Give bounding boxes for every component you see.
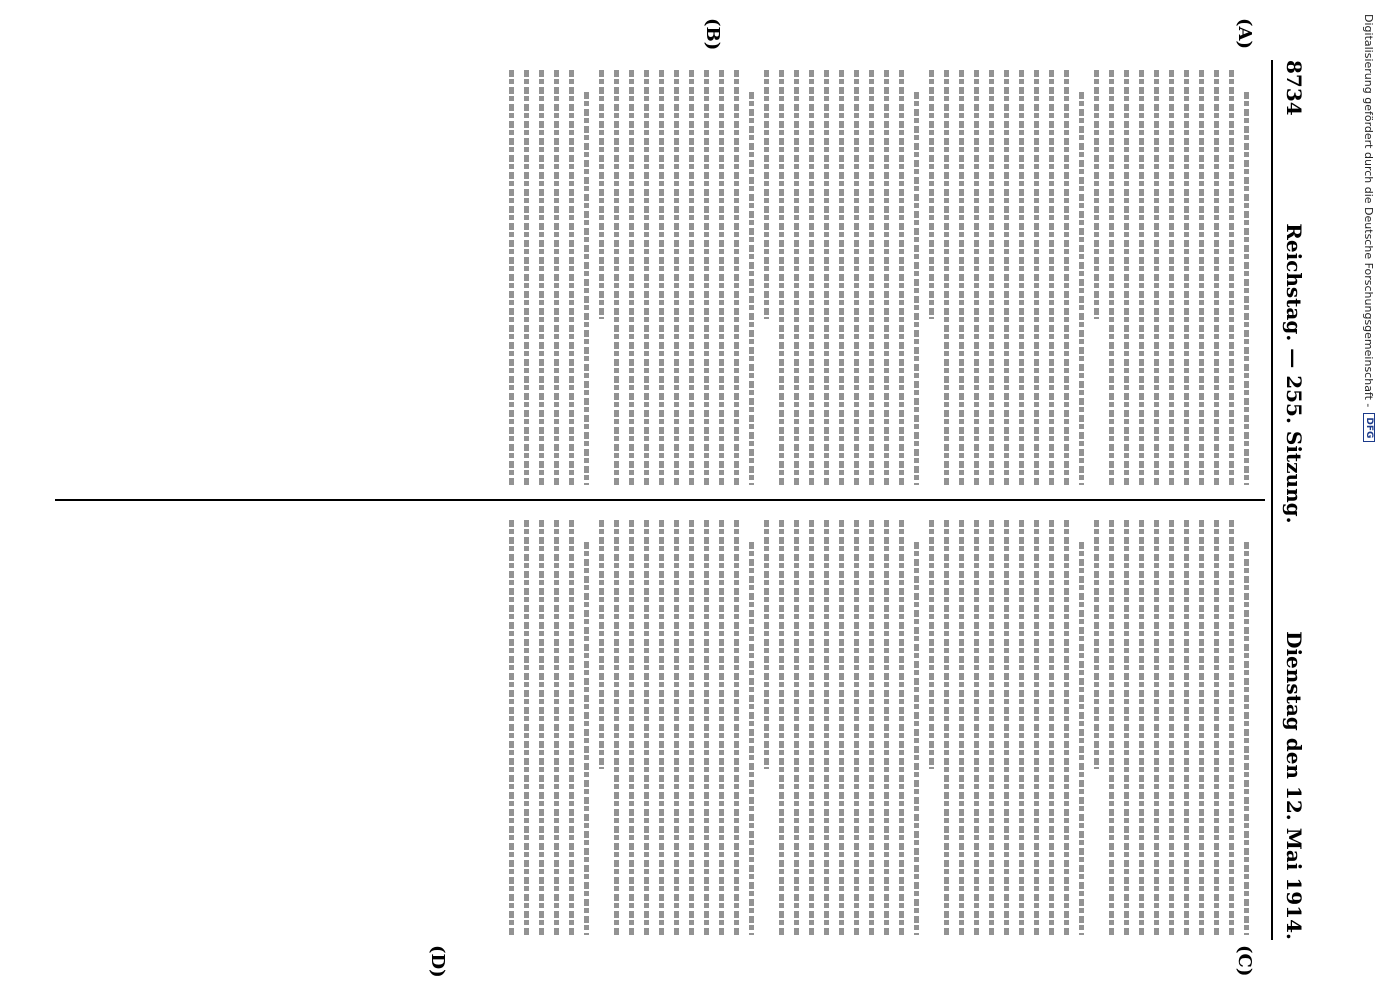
- text-line-placeholder: [1199, 520, 1204, 935]
- text-line-placeholder: [659, 520, 664, 935]
- text-line-placeholder: [929, 520, 934, 769]
- text-line-placeholder: [704, 520, 709, 935]
- margin-letter-d: (D): [427, 945, 448, 978]
- text-line-placeholder: [584, 92, 589, 485]
- text-line-placeholder: [1199, 70, 1204, 485]
- text-line-placeholder: [1034, 70, 1039, 485]
- text-line-placeholder: [599, 70, 604, 319]
- text-line-placeholder: [779, 520, 784, 935]
- text-line-placeholder: [884, 520, 889, 935]
- text-line-placeholder: [749, 542, 754, 935]
- text-line-placeholder: [854, 70, 859, 485]
- text-line-placeholder: [929, 70, 934, 319]
- text-line-placeholder: [689, 520, 694, 935]
- text-line-placeholder: [1109, 70, 1114, 485]
- text-line-placeholder: [569, 520, 574, 935]
- text-line-placeholder: [1184, 520, 1189, 935]
- text-line-placeholder: [824, 70, 829, 485]
- text-line-placeholder: [1169, 520, 1174, 935]
- margin-letter-b: (B): [702, 18, 723, 51]
- text-line-placeholder: [1034, 520, 1039, 935]
- text-line-placeholder: [1214, 520, 1219, 935]
- text-line-placeholder: [1229, 520, 1234, 935]
- text-line-placeholder: [1154, 520, 1159, 935]
- text-line-placeholder: [704, 70, 709, 485]
- text-line-placeholder: [899, 520, 904, 935]
- text-line-placeholder: [899, 70, 904, 485]
- running-title: Reichstag. — 255. Sitzung.: [1282, 223, 1306, 524]
- text-line-placeholder: [1019, 70, 1024, 485]
- margin-letter-c: (C): [1234, 945, 1255, 977]
- text-line-placeholder: [839, 70, 844, 485]
- text-line-placeholder: [659, 70, 664, 485]
- text-line-placeholder: [1214, 70, 1219, 485]
- text-line-placeholder: [1124, 520, 1129, 935]
- text-line-placeholder: [1124, 70, 1129, 485]
- text-line-placeholder: [1049, 70, 1054, 485]
- text-line-placeholder: [629, 520, 634, 935]
- text-line-placeholder: [884, 70, 889, 485]
- text-line-placeholder: [734, 70, 739, 485]
- credit-text: Digitalisierung gefördert durch die Deutsche Forschungsgemeinschaft -: [1362, 14, 1376, 408]
- text-line-placeholder: [1049, 520, 1054, 935]
- text-line-placeholder: [794, 520, 799, 935]
- text-line-placeholder: [794, 70, 799, 485]
- page-header: [1277, 60, 1311, 940]
- text-line-placeholder: [1019, 520, 1024, 935]
- text-line-placeholder: [1094, 520, 1099, 769]
- text-line-placeholder: [989, 520, 994, 935]
- text-line-placeholder: [944, 70, 949, 485]
- text-line-placeholder: [839, 520, 844, 935]
- text-line-placeholder: [1079, 92, 1084, 485]
- text-line-placeholder: [539, 520, 544, 935]
- text-line-placeholder: [974, 70, 979, 485]
- text-line-placeholder: [584, 542, 589, 935]
- digitization-credit: [1360, 14, 1378, 989]
- text-line-placeholder: [869, 70, 874, 485]
- text-line-placeholder: [779, 70, 784, 485]
- text-line-placeholder: [689, 70, 694, 485]
- text-line-placeholder: [509, 520, 514, 935]
- text-column-left: [63, 70, 1258, 485]
- text-line-placeholder: [614, 70, 619, 485]
- text-line-placeholder: [1079, 542, 1084, 935]
- text-line-placeholder: [629, 70, 634, 485]
- text-line-placeholder: [554, 520, 559, 935]
- text-line-placeholder: [1139, 520, 1144, 935]
- column-divider: [55, 499, 1265, 501]
- text-line-placeholder: [524, 70, 529, 485]
- text-line-placeholder: [989, 70, 994, 485]
- header-rule: [1271, 60, 1273, 940]
- text-line-placeholder: [1094, 70, 1099, 319]
- text-line-placeholder: [854, 520, 859, 935]
- text-line-placeholder: [1064, 520, 1069, 935]
- text-line-placeholder: [554, 70, 559, 485]
- text-line-placeholder: [764, 520, 769, 769]
- text-line-placeholder: [644, 520, 649, 935]
- text-line-placeholder: [524, 520, 529, 935]
- text-line-placeholder: [509, 70, 514, 485]
- text-line-placeholder: [824, 520, 829, 935]
- text-line-placeholder: [1154, 70, 1159, 485]
- dfg-logo-icon: DFG: [1363, 413, 1375, 442]
- text-line-placeholder: [1244, 92, 1249, 485]
- text-line-placeholder: [734, 520, 739, 935]
- text-line-placeholder: [944, 520, 949, 935]
- text-line-placeholder: [1184, 70, 1189, 485]
- text-line-placeholder: [1244, 542, 1249, 935]
- text-line-placeholder: [674, 70, 679, 485]
- text-line-placeholder: [1139, 70, 1144, 485]
- text-line-placeholder: [599, 520, 604, 769]
- text-line-placeholder: [569, 70, 574, 485]
- text-line-placeholder: [809, 520, 814, 935]
- date-line: Dienstag den 12. Mai 1914.: [1282, 631, 1306, 940]
- text-line-placeholder: [719, 520, 724, 935]
- text-line-placeholder: [959, 520, 964, 935]
- text-line-placeholder: [1229, 70, 1234, 485]
- text-line-placeholder: [1064, 70, 1069, 485]
- text-line-placeholder: [1004, 70, 1009, 485]
- text-line-placeholder: [719, 70, 724, 485]
- text-line-placeholder: [674, 520, 679, 935]
- text-line-placeholder: [959, 70, 964, 485]
- text-line-placeholder: [539, 70, 544, 485]
- text-line-placeholder: [644, 70, 649, 485]
- text-line-placeholder: [614, 520, 619, 935]
- text-line-placeholder: [914, 92, 919, 485]
- text-line-placeholder: [974, 520, 979, 935]
- text-line-placeholder: [764, 70, 769, 319]
- margin-letter-a: (A): [1234, 18, 1255, 49]
- text-line-placeholder: [1109, 520, 1114, 935]
- text-line-placeholder: [914, 542, 919, 935]
- text-line-placeholder: [749, 92, 754, 485]
- text-line-placeholder: [1004, 520, 1009, 935]
- text-column-right: [63, 520, 1258, 935]
- text-line-placeholder: [809, 70, 814, 485]
- text-line-placeholder: [869, 520, 874, 935]
- page-number: 8734: [1282, 60, 1306, 116]
- text-line-placeholder: [1169, 70, 1174, 485]
